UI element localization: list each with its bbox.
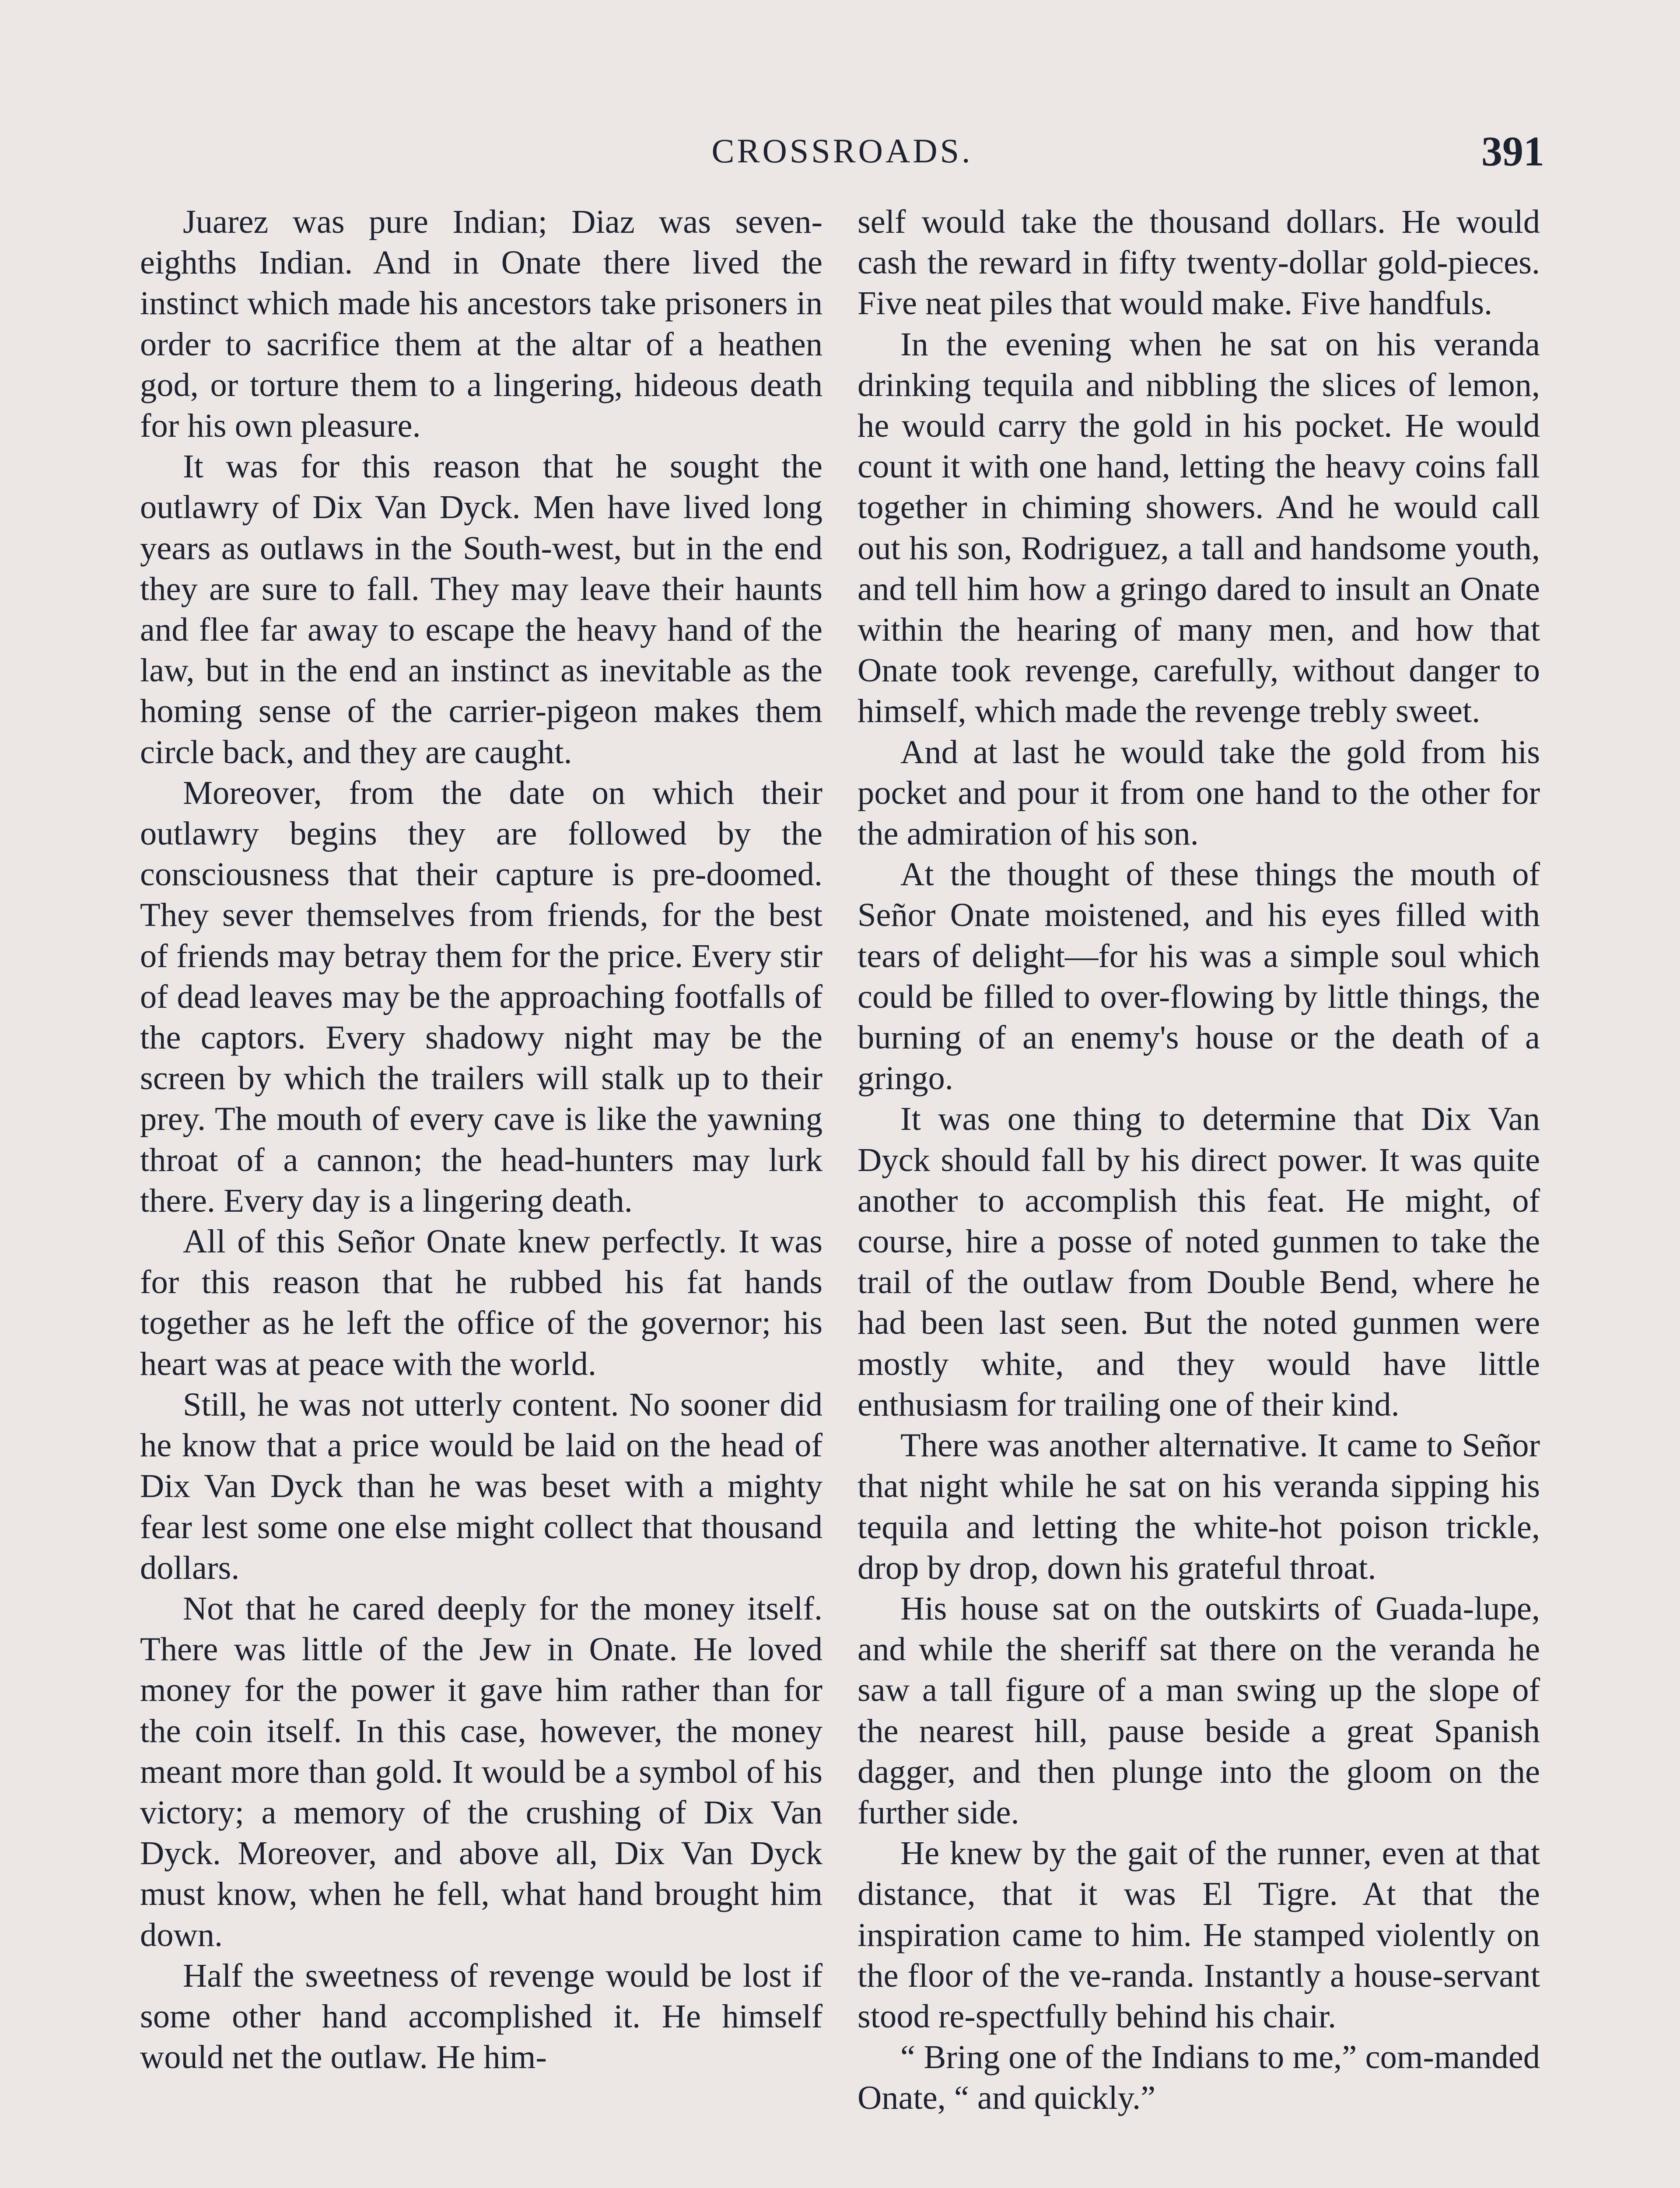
- paragraph: “ Bring one of the Indians to me,” com-manded Onate, “ and quickly.”: [858, 2038, 1540, 2117]
- running-title: CROSSROADS.: [711, 132, 973, 170]
- page-header: [140, 128, 1544, 184]
- paragraph: Juarez was pure Indian; Diaz was seven-eighths Indian. And in Onate there lived the instinct which made his ancestors take prisoners in order to sacrifice them at the altar of a heathen god, or torture them to a lingering, hideous death for his own pleasure.: [140, 203, 822, 445]
- paragraph: All of this Señor Onate knew perfectly. It was for this reason that he rubbed his fat hands together as he left the office of the governor; his heart was at peace with the world.: [140, 1223, 822, 1382]
- paragraph: Moreover, from the date on which their outlawry begins they are followed by the consciousness that their capture is pre-doomed. They sever themselves from friends, for the best of friends may betray them for the price. Every stir of dead leaves may be the approaching footfalls of the captors. Every shadowy night may be the screen by which the trailers will stalk up to their prey. The mouth of every cave is like the yawning throat of a cannon; the head-hunters may lurk there. Every day is a lingering death.: [140, 774, 822, 1219]
- page-number: 391: [1481, 128, 1544, 175]
- paragraph: It was for this reason that he sought the outlawry of Dix Van Dyck. Men have lived long years as outlaws in the South-west, but in the end they are sure to fall. They may leave their haunts and flee far away to escape the heavy hand of the law, but in the end an instinct as inevitable as the homing sense of the carrier-pigeon makes them circle back, and they are caught.: [140, 448, 822, 771]
- paragraph: Half the sweetness of revenge would be lost if some other hand accomplished it. He himself would net the outlaw. He him-: [140, 1957, 822, 2076]
- paragraph: And at last he would take the gold from his pocket and pour it from one hand to the other for the admiration of his son.: [858, 733, 1540, 852]
- paragraph: He knew by the gait of the runner, even at that distance, that it was El Tigre. At that the inspiration came to him. He stamped violently on the floor of the ve-randa. Instantly a house-servant stood re-spectfully behind his chair.: [858, 1834, 1540, 2035]
- paragraph: In the evening when he sat on his veranda drinking tequila and nibbling the slices of lemon, he would carry the gold in his pocket. He would count it with one hand, letting the heavy coins fall together in chiming showers. And he would call out his son, Rodriguez, a tall and handsome youth, and tell him how a gringo dared to insult an Onate within the hearing of many men, and how that Onate took revenge, carefully, without danger to himself, which made the revenge trebly sweet.: [858, 325, 1540, 730]
- paragraph: His house sat on the outskirts of Guada-lupe, and while the sheriff sat there on the veranda he saw a tall figure of a man swing up the slope of the nearest hill, pause beside a great Spanish dagger, and then plunge into the gloom on the further side.: [858, 1589, 1540, 1831]
- left-column: [140, 201, 822, 2077]
- right-column: [858, 201, 1540, 2118]
- paragraph: It was one thing to determine that Dix Van Dyck should fall by his direct power. It was quite another to accomplish this feat. He might, of course, hire a posse of noted gunmen to take the trail of the outlaw from Double Bend, where he had been last seen. But the noted gunmen were mostly white, and they would have little enthusiasm for trailing one of their kind.: [858, 1100, 1540, 1423]
- paragraph: Still, he was not utterly content. No sooner did he know that a price would be laid on the head of Dix Van Dyck than he was beset with a mighty fear lest some one else might collect that thousand dollars.: [140, 1385, 822, 1586]
- paragraph: At the thought of these things the mouth of Señor Onate moistened, and his eyes filled with tears of delight—for his was a simple soul which could be filled to over-flowing by little things, the burning of an enemy's house or the death of a gringo.: [858, 856, 1540, 1097]
- paragraph: Not that he cared deeply for the money itself. There was little of the Jew in Onate. He loved money for the power it gave him rather than for the coin itself. In this case, however, the money meant more than gold. It would be a symbol of his victory; a memory of the crushing of Dix Van Dyck. Moreover, and above all, Dix Van Dyck must know, when he fell, what hand brought him down.: [140, 1589, 822, 1953]
- paragraph: There was another alternative. It came to Señor that night while he sat on his veranda sipping his tequila and letting the white-hot poison trickle, drop by drop, down his grateful throat.: [858, 1427, 1540, 1586]
- paragraph-continuation: self would take the thousand dollars. He would cash the reward in fifty twenty-dollar gold-pieces. Five neat piles that would make. Five handfuls.: [858, 203, 1540, 322]
